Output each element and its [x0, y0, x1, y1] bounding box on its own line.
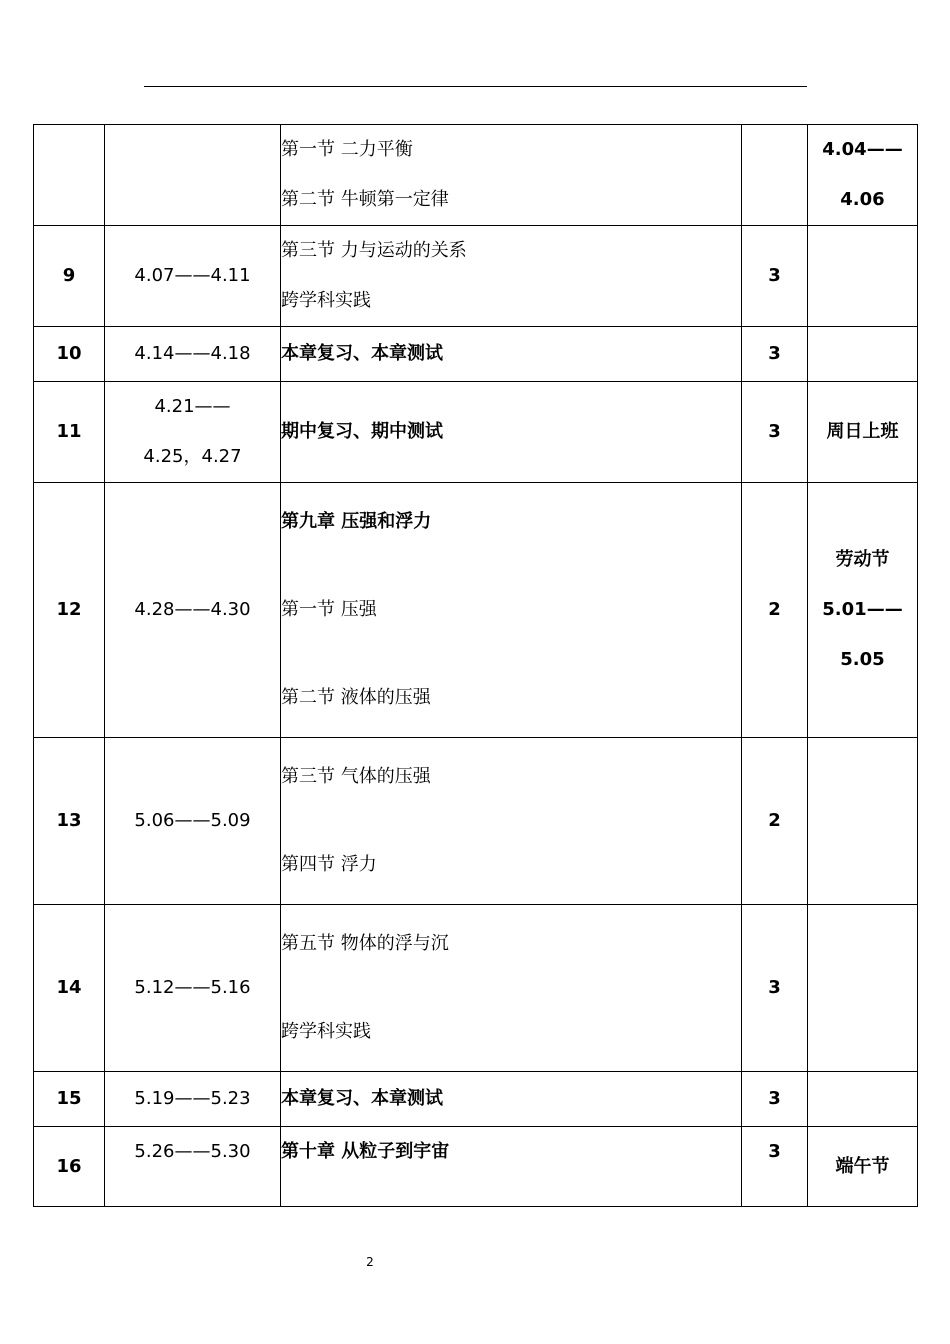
date-cell: [105, 1072, 281, 1127]
date-cell: [105, 1127, 281, 1207]
content-cell: [281, 738, 742, 905]
content-line: 本章复习、本章测试: [281, 343, 443, 364]
week-cell: 9: [34, 226, 105, 327]
date-line: 4.25，4.27: [143, 446, 242, 467]
content-line: 跨学科实践: [281, 1021, 371, 1042]
content-line: 第三节 力与运动的关系: [281, 240, 467, 261]
content-cell: [281, 382, 742, 483]
table-row: [34, 226, 918, 327]
hours-cell: 2: [742, 483, 808, 738]
hours-cell: 3: [742, 905, 808, 1072]
note-line: 5.05: [840, 649, 885, 670]
note-cell: [808, 382, 918, 483]
date-line: 5.06——5.09: [134, 810, 251, 831]
date-line: 4.07——4.11: [134, 265, 251, 286]
hours-cell: 2: [742, 738, 808, 905]
content-line: 第四节 浮力: [281, 854, 377, 875]
schedule-table: [33, 124, 918, 1207]
content-cell: [281, 125, 742, 226]
week-cell: [34, 125, 105, 226]
content-line: 第三节 气体的压强: [281, 766, 431, 787]
content-cell: [281, 1072, 742, 1127]
date-cell: [105, 125, 281, 226]
date-line: 4.28——4.30: [134, 599, 251, 620]
date-line: 5.26——5.30: [134, 1141, 251, 1162]
content-line: 第一节 二力平衡: [281, 139, 413, 160]
table-row: [34, 125, 918, 226]
hours-cell: [742, 125, 808, 226]
content-line: 第九章 压强和浮力: [281, 511, 432, 532]
table-row: [34, 483, 918, 738]
content-cell: [281, 905, 742, 1072]
date-cell: [105, 382, 281, 483]
week-cell: 16: [34, 1127, 105, 1207]
date-cell: [105, 905, 281, 1072]
week-cell: 10: [34, 327, 105, 382]
date-cell: [105, 738, 281, 905]
content-line: 第二节 液体的压强: [281, 687, 431, 708]
note-line: 端午节: [835, 1155, 890, 1177]
date-line: 5.12——5.16: [134, 977, 251, 998]
table-row: [34, 905, 918, 1072]
content-line: 本章复习、本章测试: [281, 1088, 443, 1109]
hours-cell: 3: [742, 226, 808, 327]
content-cell: [281, 483, 742, 738]
note-line: 4.06: [840, 189, 885, 210]
note-cell: [808, 327, 918, 382]
content-line: 第二节 牛顿第一定律: [281, 189, 449, 210]
content-line: 第一节 压强: [281, 599, 377, 620]
note-line: 周日上班: [826, 421, 899, 442]
note-cell: [808, 226, 918, 327]
note-cell: [808, 738, 918, 905]
note-cell: [808, 1072, 918, 1127]
hours-cell: 3: [742, 382, 808, 483]
content-line: 第五节 物体的浮与沉: [281, 933, 449, 954]
week-cell: 14: [34, 905, 105, 1072]
page-number: 2: [366, 1255, 374, 1269]
table-row: [34, 327, 918, 382]
note-cell: [808, 125, 918, 226]
date-cell: [105, 327, 281, 382]
date-line: 4.14——4.18: [134, 343, 251, 364]
note-line: 5.01——: [822, 599, 903, 620]
content-cell: [281, 1127, 742, 1207]
date-line: 4.21——: [154, 396, 231, 417]
table-row: [34, 1072, 918, 1127]
note-line: 4.04——: [822, 139, 903, 160]
hours-cell: 3: [742, 1072, 808, 1127]
date-cell: [105, 483, 281, 738]
content-line: 跨学科实践: [281, 290, 371, 311]
content-line: 第十章 从粒子到宇宙: [281, 1141, 450, 1162]
note-cell: [808, 905, 918, 1072]
hours-cell: 3: [742, 327, 808, 382]
note-cell: [808, 1127, 918, 1207]
header-rule: [144, 86, 807, 87]
content-cell: [281, 327, 742, 382]
table-row: [34, 738, 918, 905]
date-line: 5.19——5.23: [134, 1088, 251, 1109]
content-cell: [281, 226, 742, 327]
hours-cell: 3: [742, 1127, 808, 1207]
note-line: 劳动节: [835, 549, 890, 570]
date-cell: [105, 226, 281, 327]
week-cell: 13: [34, 738, 105, 905]
content-line: 期中复习、期中测试: [281, 421, 443, 442]
week-cell: 12: [34, 483, 105, 738]
week-cell: 11: [34, 382, 105, 483]
table-row: [34, 1127, 918, 1207]
table-row: [34, 382, 918, 483]
note-cell: [808, 483, 918, 738]
week-cell: 15: [34, 1072, 105, 1127]
